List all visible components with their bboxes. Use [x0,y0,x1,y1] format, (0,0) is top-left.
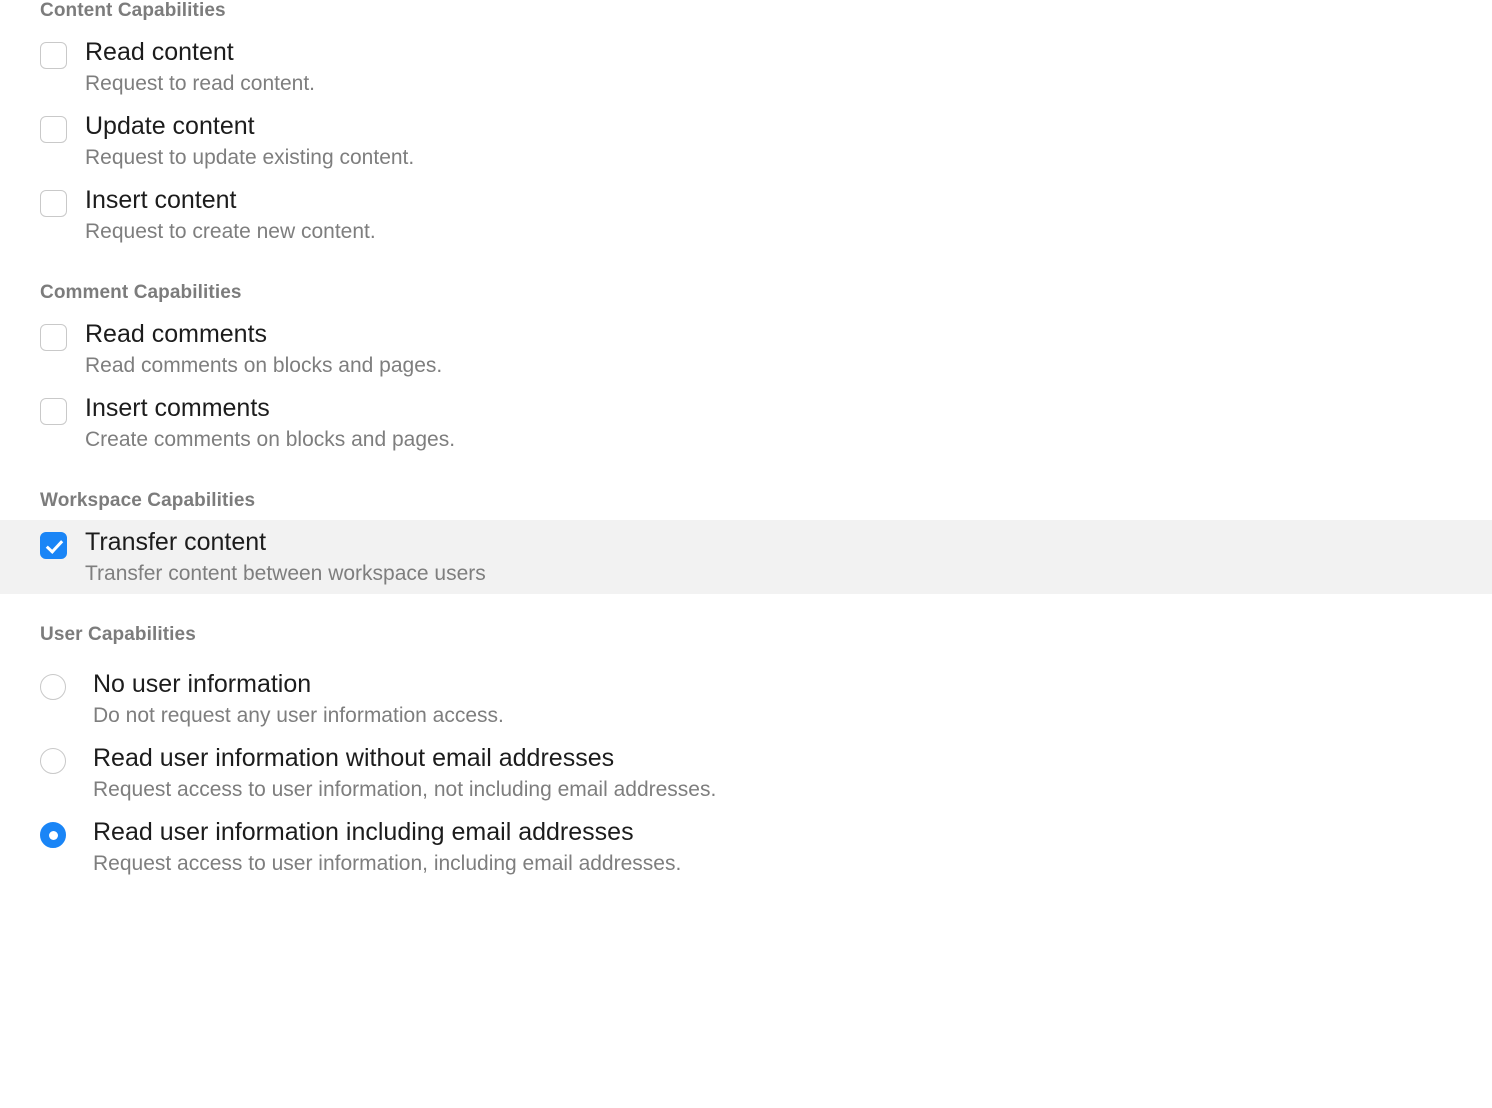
option-row-update-content[interactable] [0,104,1492,178]
section-content-capabilities [0,0,1492,252]
option-row-transfer-content[interactable] [0,520,1492,594]
section-user-capabilities [0,624,1492,884]
option-description: Request to create new content. [85,220,376,243]
option-row-read-content[interactable] [0,30,1492,104]
option-row-no-user-information[interactable] [0,662,1492,736]
section-heading: Comment Capabilities [40,282,242,303]
checkbox-update-content[interactable] [40,116,67,143]
option-row-read-comments[interactable] [0,312,1492,386]
option-label: Insert comments [85,394,270,422]
section-heading: Workspace Capabilities [40,490,256,511]
checkbox-read-comments[interactable] [40,324,67,351]
option-description: Transfer content between workspace users [85,562,486,585]
checkbox-transfer-content[interactable] [40,532,67,559]
option-label: Read user information without email addresses [93,744,615,772]
option-label: Read user information including email addresses [93,818,634,846]
option-description: Request access to user information, not including email addresses. [93,778,717,801]
option-label: Transfer content [85,528,267,556]
option-description: Read comments on blocks and pages. [85,354,443,377]
option-label: Read comments [85,320,268,348]
section-heading: Content Capabilities [40,0,226,21]
option-description: Request to read content. [85,72,315,95]
option-row-insert-content[interactable] [0,178,1492,252]
radio-read-user-info-including-email[interactable] [40,822,66,848]
checkbox-read-content[interactable] [40,42,67,69]
checkbox-insert-comments[interactable] [40,398,67,425]
option-row-read-user-info-without-email[interactable] [0,736,1492,810]
checkbox-insert-content[interactable] [40,190,67,217]
section-heading: User Capabilities [40,624,196,645]
option-label: Read content [85,38,234,66]
option-row-read-user-info-including-email[interactable] [0,810,1492,884]
section-comment-capabilities [0,282,1492,460]
option-label: Update content [85,112,255,140]
option-description: Request to update existing content. [85,146,415,169]
section-workspace-capabilities [0,490,1492,594]
radio-read-user-info-without-email[interactable] [40,748,66,774]
option-description: Do not request any user information access. [93,704,504,727]
option-row-insert-comments[interactable] [0,386,1492,460]
option-description: Create comments on blocks and pages. [85,428,456,451]
option-description: Request access to user information, including email addresses. [93,852,682,875]
option-label: Insert content [85,186,237,214]
option-label: No user information [93,670,312,698]
radio-no-user-information[interactable] [40,674,66,700]
